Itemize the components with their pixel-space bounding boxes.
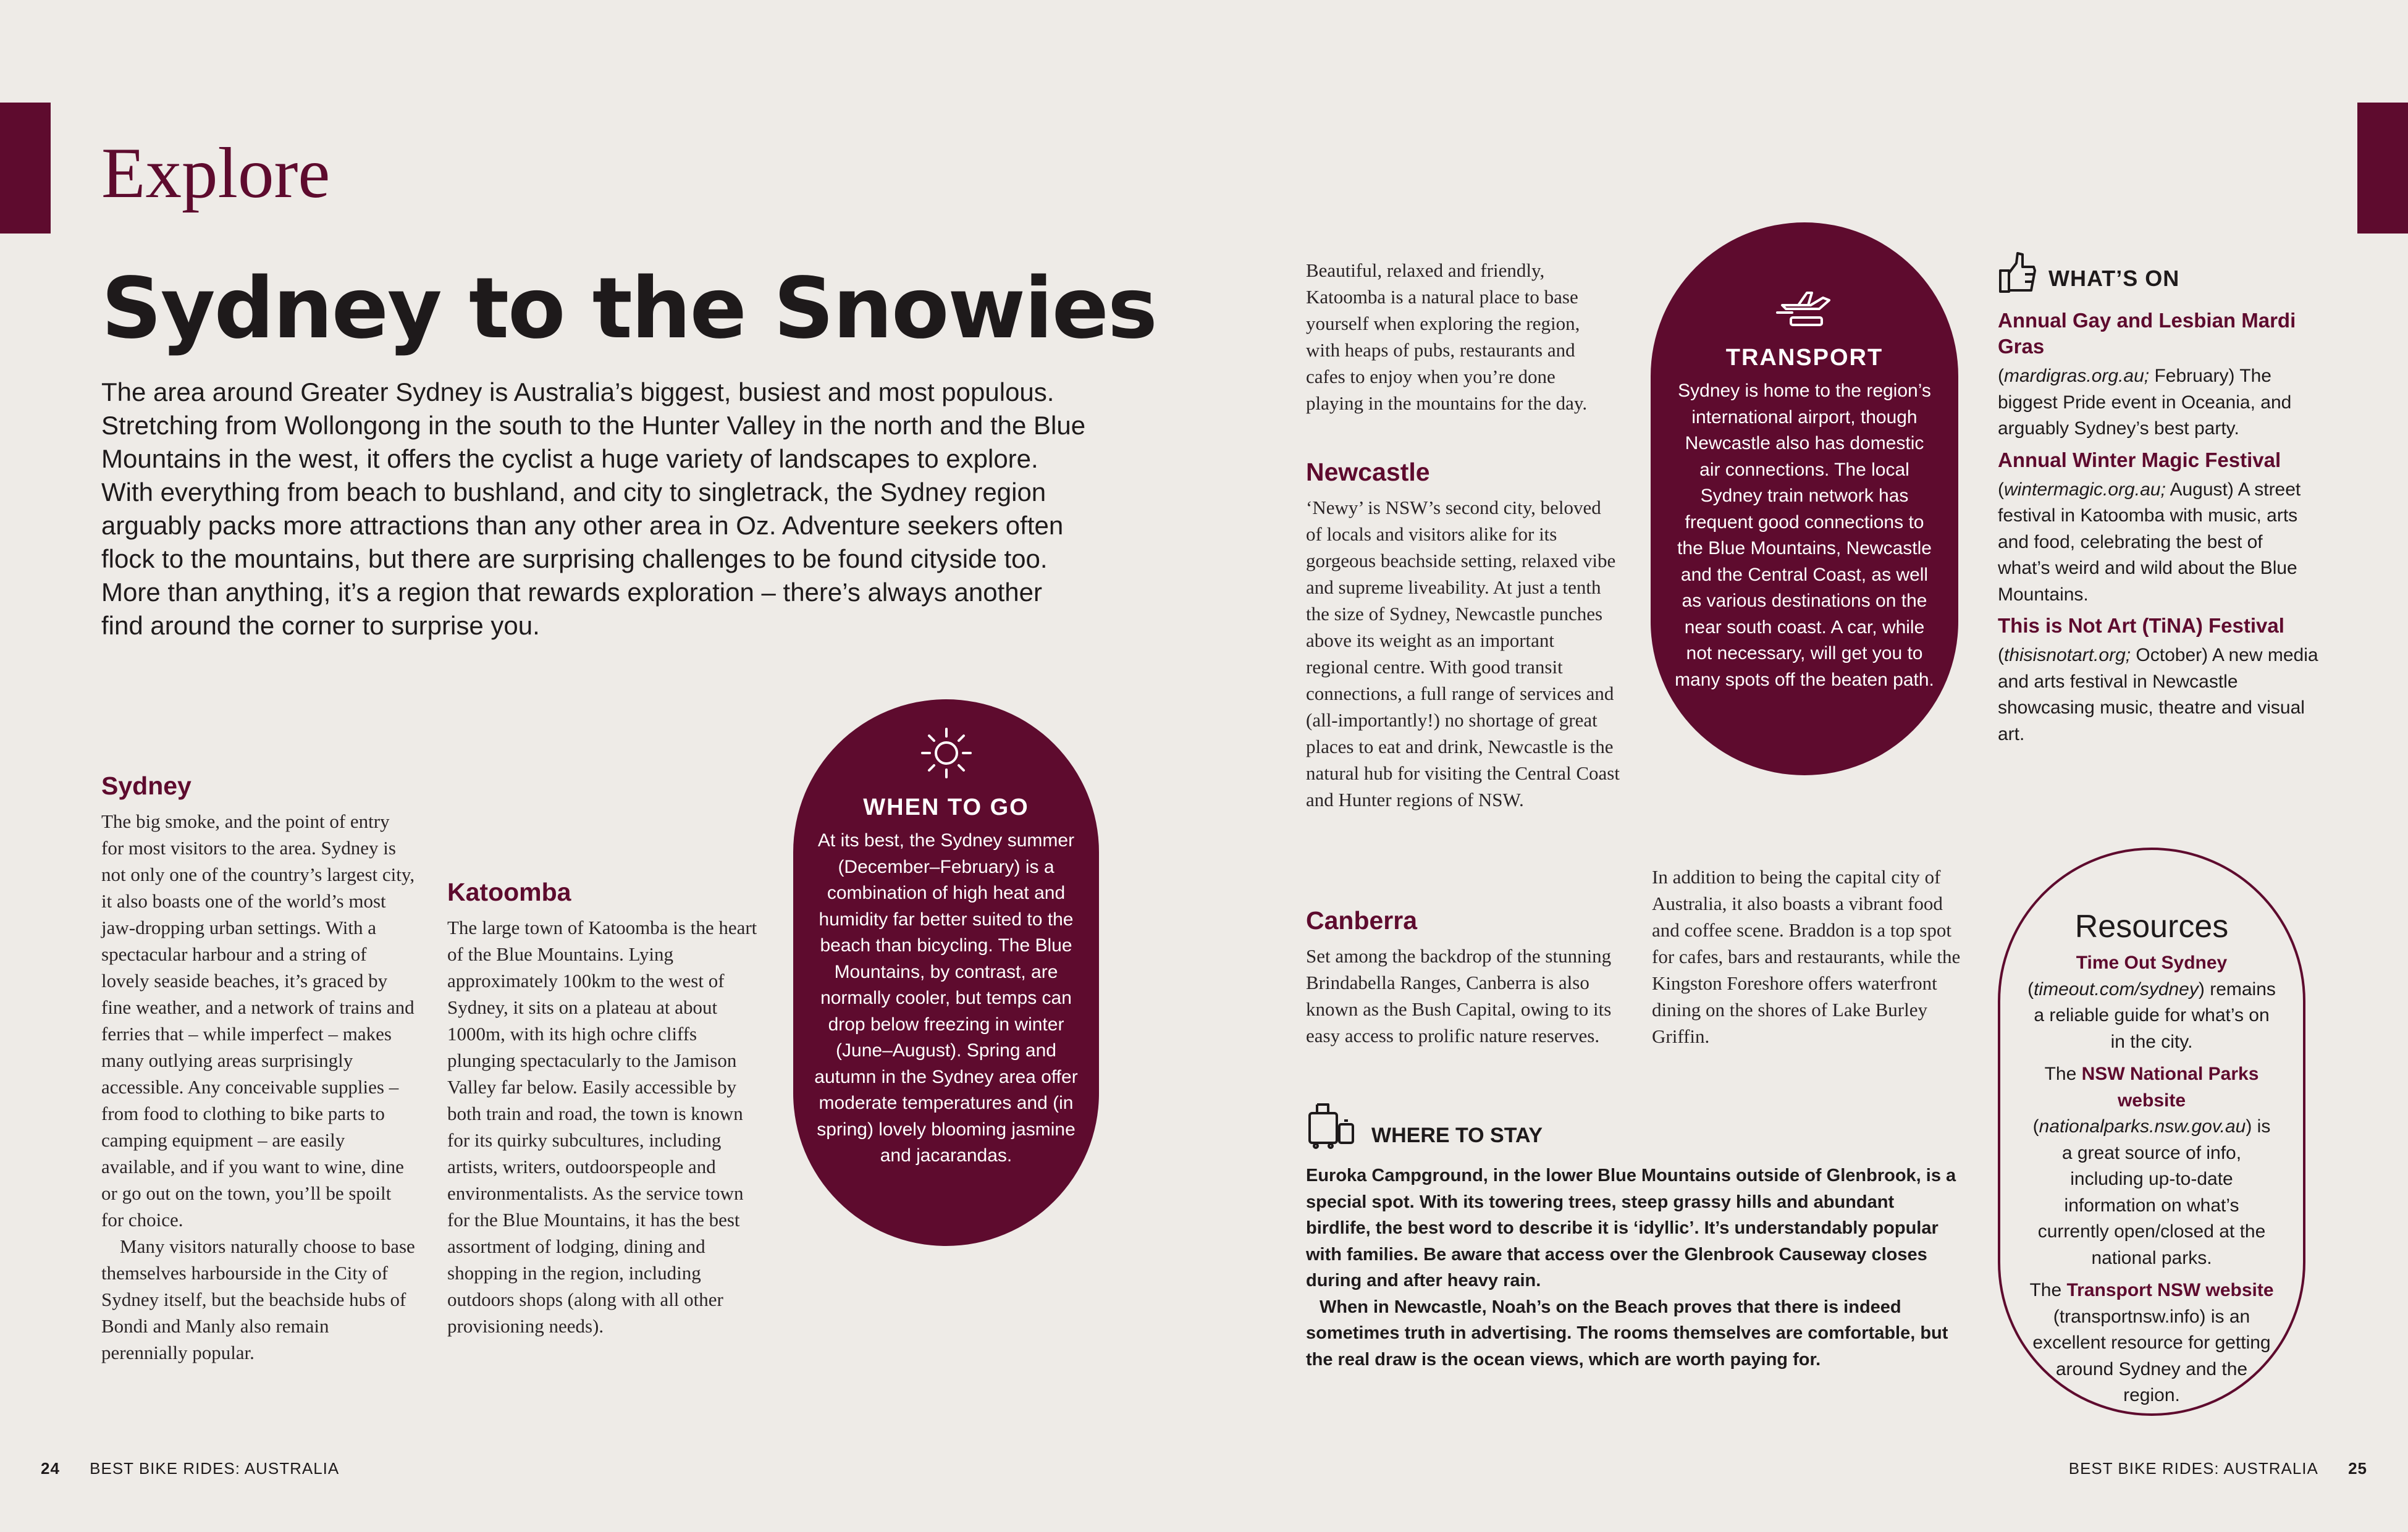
event-source: wintermagic.org.au; [2004, 479, 2166, 500]
resource-link[interactable]: NSW National Parks website [2081, 1064, 2259, 1111]
page-number-right: 25 [2348, 1459, 2367, 1478]
event-item [1998, 447, 2319, 608]
transport-text: Sydney is home to the region’s international airport, though Newcastle also has domestic air connections. The local Sydney train network has frequent good connections to the Blue Mountains, Newcastle and the Central Coast, as well as various destinations on the near south coast. A car, while not necessary, will get you to many spots off the beaten path. [1675, 381, 1934, 690]
resource-item [2026, 1277, 2277, 1409]
event-title: Annual Gay and Lesbian Mardi Gras [1998, 309, 2296, 358]
resource-link[interactable]: Transport NSW website [2066, 1280, 2274, 1300]
katoomba-heading: Katoomba [447, 878, 571, 906]
sydney-paragraph-2: Many visitors naturally choose to base themselves harbourside in the City of Sydney itself, but the beachside hubs of Bondi and Manly also remain perennially popular. [101, 1235, 415, 1363]
event-item [1998, 613, 2319, 747]
resource-link[interactable]: Time Out Sydney [2076, 953, 2228, 973]
resources-box [1998, 848, 2305, 1416]
page-number-left: 24 [41, 1459, 60, 1478]
resource-desc: ) remains a reliable guide for what’s on in the city. [2034, 979, 2276, 1052]
canberra-heading: Canberra [1306, 906, 1418, 935]
sydney-section [101, 771, 416, 1366]
canberra-section [1306, 906, 1621, 1049]
katoomba-continued [1306, 257, 1615, 416]
event-desc: August) A street festival in Katoomba with music, arts and food, celebrating the best of what’s weird and wild about the Blue Mountains. [1998, 479, 2301, 605]
event-description: (thisisnotart.org; October) A new media and arts festival in Newcastle showcasing music, theatre and visual art. [1998, 645, 2318, 744]
event-description: (mardigras.org.au; February) The biggest Pride event in Oceania, and arguably Sydney’s best party. [1998, 366, 2292, 439]
footer-right [2069, 1459, 2367, 1478]
resource-item: The NSW National Parks website (nationalparks.nsw.gov.au) is a great source of info, including up-to-date information on what’s currently open/closed at the national parks. [2032, 1064, 2271, 1268]
left-edge-tab [0, 103, 51, 234]
katoomba-paragraph-2: Beautiful, relaxed and friendly, Katoomba is a natural place to base yourself when exploring the region, with heaps of pubs, restaurants and cafes to enjoy when you’re done playing in the mountains for the day. [1306, 259, 1588, 414]
airplane-icon [1774, 284, 1835, 334]
event-source: mardigras.org.au; [2004, 366, 2150, 386]
resource-desc: ) is a great source of info, including up-to-date information on what’s currently open/closed at the national parks. [2037, 1116, 2271, 1268]
luggage-icon [1306, 1097, 1358, 1149]
canberra-paragraph-1: Set among the backdrop of the stunning Brindabella Ranges, Canberra is also known as the Bush Capital, owing to its easy access to prolific nature reserves. [1306, 945, 1612, 1046]
canberra-continued [1652, 864, 1961, 1050]
when-to-go-title: WHEN TO GO [863, 794, 1029, 820]
resource-prefix: The [2044, 1064, 2082, 1084]
when-to-go-text: At its best, the Sydney summer (December–February) is a combination of high heat and humidity far better suited to the beach than bicycling. The Blue Mountains, by contrast, are normally cooler, but temps can drop below freezing in winter (June–August). Spring and autumn in the Sydney area offer moderate temperatures and (in spring) lovely blooming jasmine and jacarandas. [814, 830, 1078, 1166]
katoomba-section [447, 877, 762, 1339]
newcastle-section [1306, 457, 1621, 813]
where-to-stay-section [1306, 1097, 1961, 1373]
resource-source: timeout.com/sydney [2034, 979, 2199, 1000]
resource-prefix: The [2029, 1280, 2067, 1300]
event-description: (wintermagic.org.au; August) A street festival in Katoomba with music, arts and food, celebrating the best of what’s weird and wild about the Blue Mountains. [1998, 479, 2301, 605]
resource-source: nationalparks.nsw.gov.au [2039, 1116, 2246, 1137]
when-to-go-box [793, 699, 1099, 1246]
canberra-paragraph-2: In addition to being the capital city of Australia, it also boasts a vibrant food and coffee scene. Braddon is a top spot for cafes, bars and restaurants, while the Kingston Foreshore offers waterfront dining on the shores of Lake Burley Griffin. [1652, 866, 1961, 1047]
sydney-paragraph-1: The big smoke, and the point of entry for most visitors to the area. Sydney is not only one of the country’s largest city, it also boasts one of the world’s most jaw-dropping urban settings. With a spectacular harbour and a string of lovely seaside beaches, it’s graced by fine weather, and a network of trains and ferries that – while imperfect – makes many outlying areas surprisingly accessible. Any conceivable supplies – from food to clothing to bike parts to camping equipment – are easily available, and if you want to wine, dine or go out on the town, you’ll be spoilt for choice. [101, 810, 415, 1231]
right-edge-tab [2357, 103, 2408, 234]
event-source: thisisnotart.org; [2004, 645, 2131, 665]
where-to-stay-paragraph-1: Euroka Campground, in the lower Blue Mountains outside of Glenbrook, is a special spot. With its towering trees, steep grassy hills and abundant birdlife, the best word to describe it is ‘idyllic’. It’s understandably popular with families. Be aware that access over the Glenbrook Causeway closes during and after heavy rain. [1306, 1166, 1956, 1290]
where-to-stay-paragraph-2: When in Newcastle, Noah’s on the Beach proves that there is indeed sometimes truth in advertising. The rooms themselves are comfortable, but the real draw is the ocean views, which are worth paying for. [1306, 1297, 1948, 1370]
event-item [1998, 308, 2319, 442]
resource-item: Time Out Sydney (timeout.com/sydney) remains a reliable guide for what’s on in the city. [2027, 953, 2276, 1052]
where-to-stay-text [1306, 1163, 1961, 1373]
footer-label-right: BEST BIKE RIDES: AUSTRALIA [2068, 1459, 2318, 1478]
sun-icon [919, 725, 974, 781]
resources-title: Resources [2074, 909, 2229, 945]
transport-box [1651, 222, 1958, 775]
resource-desc: (transportnsw.info) is an excellent resource for getting around Sydney and the region. [2032, 1306, 2271, 1405]
event-title: This is Not Art (TiNA) Festival [1998, 614, 2284, 637]
sydney-heading: Sydney [101, 772, 192, 800]
katoomba-paragraph-1: The large town of Katoomba is the heart of the Blue Mountains. Lying approximately 100km to the west of Sydney, it sits on a plateau at about 1000m, with its high ochre cliffs plunging spectacularly to the Jamison Valley far below. Easily accessible by both train and road, the town is known for its quirky subcultures, including artists, writers, outdoorspeople and environmentalists. As the service town for the Blue Mountains, it has the best assortment of lodging, dining and shopping in the region, including outdoors shops (along with all other provisioning needs). [447, 917, 757, 1337]
page-title: Sydney to the Snowies [101, 260, 1156, 358]
intro-paragraph: The area around Greater Sydney is Australia’s biggest, busiest and most populous. Stretching from Wollongong in the south to the Hunter Valley in the north and the Blue Mountains in the west, it offers the cyclist a huge variety of landscapes to explore. With everything from beach to bushland, and city to singletrack, the Sydney region arguably packs more attractions than any other area in Oz. Adventure seekers often flock to the mountains, but there are surprising challenges to be found cityside too. More than anything, it’s a region that rewards exploration – there’s always another find around the corner to surprise you. [101, 377, 1086, 640]
newcastle-paragraph: ‘Newy’ is NSW’s second city, beloved of locals and visitors alike for its gorgeous beachside setting, relaxed vibe and supreme liveability. At just a tenth the size of Sydney, Newcastle punches above its weight as an important regional centre. With good transit connections, a full range of services and (all-importantly!) no shortage of great places to eat and drink, Newcastle is the natural hub for visiting the Central Coast and Hunter regions of NSW. [1306, 497, 1620, 810]
event-title: Annual Winter Magic Festival [1998, 448, 2281, 471]
newcastle-heading: Newcastle [1306, 458, 1430, 486]
thumbs-up-icon [1998, 251, 2037, 294]
event-desc: February) The biggest Pride event in Oceania, and arguably Sydney’s best party. [1998, 366, 2292, 439]
where-to-stay-heading: WHERE TO STAY [1371, 1124, 1543, 1147]
whats-on-heading: WHAT’S ON [2048, 266, 2180, 291]
footer-label-left: BEST BIKE RIDES: AUSTRALIA [90, 1459, 340, 1478]
section-label: Explore [101, 133, 330, 213]
transport-title: TRANSPORT [1725, 345, 1884, 371]
event-list [1998, 308, 2319, 747]
event-desc: October) A new media and arts festival in Newcastle showcasing music, theatre and visual art. [1998, 645, 2318, 744]
whats-on-section [1998, 251, 2319, 752]
footer-left [41, 1459, 339, 1478]
